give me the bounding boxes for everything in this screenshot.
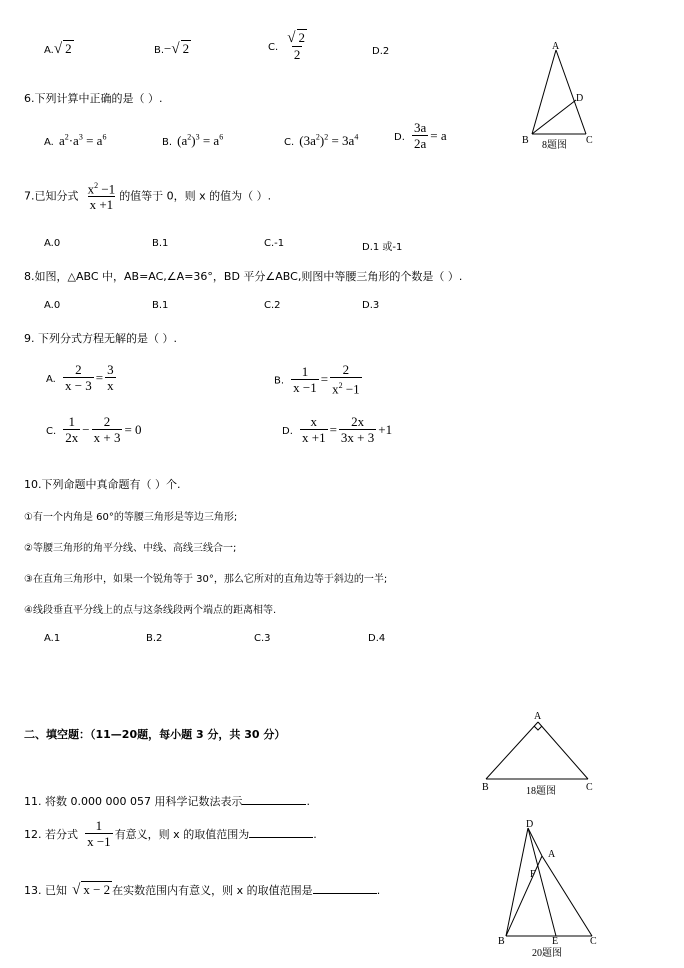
q10-statement-2: ②等腰三角形的角平分线、中线、高线三线合一; — [24, 543, 237, 554]
q12-question: 12. 若分式 $\frac{1}{x -1}$ 有意义，则 x 的取值范围为 . — [24, 818, 317, 849]
figure-8 — [514, 38, 608, 154]
fig20-segment-de — [528, 828, 556, 936]
q8-stem: 8.如图，△ABC 中，AB=AC,∠A=36°，BD 平分∠ABC,则图中等腰三角形的个数是（ ）. — [24, 270, 463, 283]
q10-option-a: A.1 — [44, 633, 61, 644]
q9-option-c: C. $\frac{1}{2x}$ − $\frac{2}{x + 3}$ = 0 — [46, 414, 142, 445]
fig8-side-ac — [556, 50, 586, 134]
figure-18 — [476, 706, 604, 800]
fig8-label-a: A — [552, 41, 560, 52]
fig20-segment-da — [528, 828, 542, 856]
q10-option-c: C.3 — [254, 633, 271, 644]
fig20-label-d: D — [526, 819, 534, 830]
fig18-label-c: C — [586, 782, 593, 793]
fig8-caption: 8题图 — [542, 140, 567, 151]
q10-stem: 10.下列命题中真命题有（ ）个. — [24, 478, 181, 491]
fig20-side-ab — [506, 856, 542, 936]
fig18-side-ab — [486, 722, 538, 779]
q8-option-a: A.0 — [44, 300, 61, 311]
fig20-segment-db — [506, 828, 528, 936]
q9-option-a: A. $\frac{2}{x - 3}$ = $\frac{3}{x}$ — [46, 362, 114, 393]
fig20-label-b: B — [498, 936, 505, 947]
fig8-label-b: B — [522, 135, 529, 146]
fig18-right-angle-mark — [534, 726, 542, 730]
q10-statement-4: ④线段垂直平分线上的点与这条线段两个端点的距离相等. — [24, 605, 277, 616]
q8-option-b: B.1 — [152, 300, 169, 311]
q6-option-a: A. $a^2\cdot a^3 = a^6$ — [44, 132, 107, 148]
q6-stem: 6.下列计算中正确的是（ ）. — [24, 92, 163, 105]
fig20-label-a: A — [548, 849, 556, 860]
fig18-caption: 18题图 — [526, 786, 556, 797]
fig18-label-b: B — [482, 782, 489, 793]
q10-option-b: B.2 — [146, 633, 163, 644]
q5-option-a: A.√ 2 — [44, 41, 72, 57]
q11-answer-blank[interactable] — [242, 794, 306, 805]
fig20-label-c: C — [590, 936, 597, 947]
q7-option-a: A.0 — [44, 238, 61, 249]
q9-option-d: D. $\frac{x}{x +1}$ = $\frac{2x}{3x + 3}$ +1 — [282, 414, 393, 445]
fig18-label-a: A — [534, 711, 542, 722]
q11-question: 11. 将数 0.000 000 057 用科学记数法表示 . — [24, 795, 310, 808]
q9-stem: 9. 下列分式方程无解的是（ ）. — [24, 332, 177, 345]
q8-option-d: D.3 — [362, 300, 380, 311]
fig8-side-ab — [532, 50, 556, 134]
fig20-label-e: E — [552, 936, 559, 947]
fig8-label-c: C — [586, 135, 593, 146]
q7-option-c: C.-1 — [264, 238, 285, 249]
q10-option-d: D.4 — [368, 633, 386, 644]
figure-20 — [496, 816, 608, 962]
fig20-side-ac — [542, 856, 592, 936]
q6-option-c: C. $(3a^2)^2 = 3a^4$ — [284, 132, 359, 148]
q8-option-c: C.2 — [264, 300, 281, 311]
q5-option-d: D.2 — [372, 46, 390, 57]
fig8-label-d: D — [576, 93, 584, 104]
q9-option-b: B. $\frac{1}{x -1}$ = $\frac{2}{x^2 -1}$ — [274, 362, 360, 397]
q6-option-d: D. $\frac{3a}{2a}$ = a — [394, 120, 447, 151]
fig8-segment-bd — [532, 100, 576, 134]
q7-option-b: B.1 — [152, 238, 169, 249]
section2-title: 二、填空题：（11—20题，每小题 3 分，共 30 分） — [24, 728, 286, 741]
q10-statement-3: ③在直角三角形中，如果一个锐角等于 30°，那么它所对的直角边等于斜边的一半; — [24, 574, 388, 585]
q6-option-b: B. $(a^2)^3 = a^6$ — [162, 132, 224, 148]
q10-statement-1: ①有一个内角是 60°的等腰三角形是等边三角形; — [24, 512, 238, 523]
q13-question: 13. 已知 √ x − 2 在实数范围内有意义，则 x 的取值范围是 . — [24, 882, 381, 898]
q5-option-b: B.−√ 2 — [154, 41, 190, 57]
fig20-caption: 20题图 — [532, 948, 562, 959]
q13-answer-blank[interactable] — [313, 883, 377, 894]
fig20-label-f: F — [530, 869, 536, 880]
fig18-side-ac — [538, 722, 588, 779]
q5-option-c: C. $\frac{√ 2}{2}$ — [268, 30, 305, 62]
q7-stem: 7.已知分式 $\frac{x^2 -1}{x +1}$ 的值等于 0，则 x 的值为（ ）. — [24, 181, 272, 213]
q12-answer-blank[interactable] — [249, 827, 313, 838]
q7-option-d: D.1 或-1 — [362, 242, 403, 253]
